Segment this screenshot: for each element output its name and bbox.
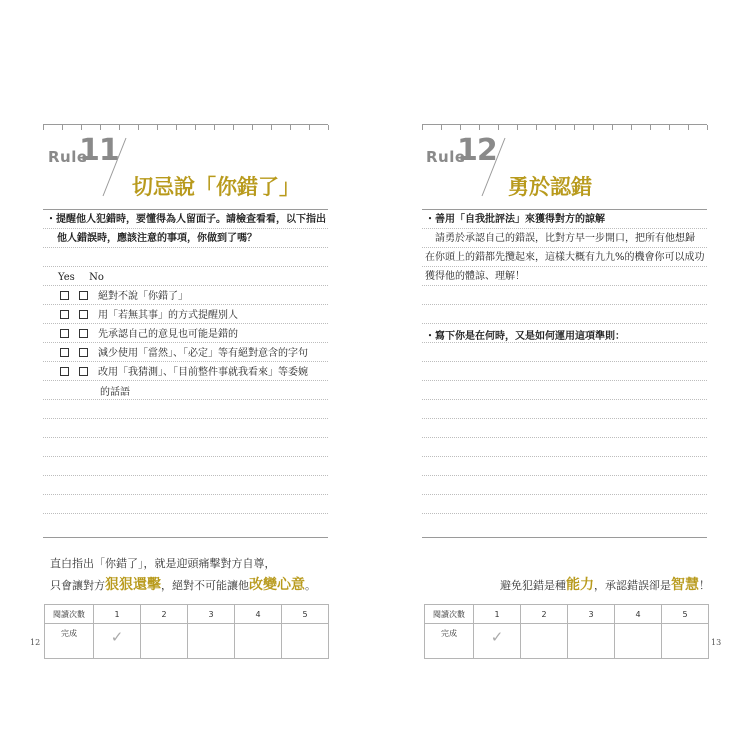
ruler-tick bbox=[650, 125, 651, 130]
ruler-tick bbox=[176, 125, 177, 130]
reading-column: 3 bbox=[568, 605, 615, 624]
ruler-tick bbox=[214, 125, 215, 130]
ruler-tick bbox=[62, 125, 63, 130]
done-cell[interactable] bbox=[188, 624, 235, 659]
ruler-tick bbox=[290, 125, 291, 130]
rule-number: 11 bbox=[79, 133, 119, 168]
ruler-tick bbox=[138, 125, 139, 130]
reading-table bbox=[44, 604, 329, 659]
checklist-item: 先承認自己的意見也可能是錯的 bbox=[60, 328, 238, 342]
done-cell[interactable] bbox=[615, 624, 662, 659]
checkmark-icon: ✓ bbox=[110, 628, 124, 646]
ruler-tick bbox=[100, 125, 101, 130]
prompt-line-1: ・提醒他人犯錯時，要懂得為人留面子。請檢查看看，以下指出 bbox=[46, 214, 326, 225]
top-ruler bbox=[422, 124, 707, 133]
page-number: 13 bbox=[711, 638, 722, 647]
page-title: 切忌說「你錯了」 bbox=[132, 175, 300, 199]
ruler-tick bbox=[81, 125, 82, 130]
done-cell[interactable] bbox=[568, 624, 615, 659]
reading-count-label: 閱讀次數 bbox=[425, 605, 474, 624]
reading-header-row bbox=[45, 605, 329, 624]
reading-column: 1 bbox=[474, 605, 521, 624]
ruler-tick bbox=[271, 125, 272, 130]
checklist-item: 改用「我猜測」、「目前整件事就我看來」等委婉 bbox=[60, 366, 308, 380]
quote-line: 避免犯錯是種能力，承認錯誤卻是智慧！ bbox=[500, 577, 710, 593]
ruler-tick bbox=[233, 125, 234, 130]
ruler-tick bbox=[688, 125, 689, 130]
slash-divider bbox=[479, 136, 509, 198]
ruler-tick bbox=[707, 125, 708, 130]
done-cell[interactable] bbox=[474, 624, 521, 659]
checklist-item: 減少使用「當然」、「必定」等有絕對意含的字句 bbox=[60, 347, 308, 361]
reading-column: 4 bbox=[615, 605, 662, 624]
ruler-tick bbox=[43, 125, 44, 130]
ruler-tick bbox=[309, 125, 310, 130]
highlight-text: 智慧 bbox=[671, 577, 699, 593]
checklist-item: 絕對不說「你錯了」 bbox=[60, 290, 188, 304]
done-cell[interactable] bbox=[235, 624, 282, 659]
ruler-tick bbox=[119, 125, 120, 130]
done-label: 完成 bbox=[425, 624, 474, 659]
ruler-tick bbox=[157, 125, 158, 130]
reading-header-row bbox=[425, 605, 709, 624]
right-page bbox=[375, 0, 750, 750]
ruler-tick bbox=[479, 125, 480, 130]
done-cell[interactable] bbox=[282, 624, 329, 659]
no-checkbox[interactable] bbox=[79, 367, 88, 376]
ruler-tick bbox=[328, 125, 329, 130]
body-line: 請勇於承認自己的錯誤，比對方早一步開口，把所有他想歸 bbox=[425, 233, 695, 244]
ruler-tick bbox=[669, 125, 670, 130]
checklist-item: 用「若無其事」的方式提醒別人 bbox=[60, 309, 238, 323]
yes-checkbox[interactable] bbox=[60, 329, 69, 338]
page-number: 12 bbox=[30, 638, 41, 647]
prompt-line: ・善用「自我批評法」來獲得對方的諒解 bbox=[425, 214, 605, 225]
top-ruler bbox=[43, 124, 328, 133]
rule-label: Rule bbox=[48, 148, 88, 166]
rule-number: 12 bbox=[457, 133, 497, 168]
ruler-tick bbox=[612, 125, 613, 130]
reading-column: 1 bbox=[94, 605, 141, 624]
ruler-tick bbox=[517, 125, 518, 130]
done-cell[interactable] bbox=[141, 624, 188, 659]
quote-line-2: 只會讓對方狠狠還擊，絕對不可能讓他改變心意。 bbox=[50, 577, 316, 593]
ruler-tick bbox=[195, 125, 196, 130]
ruler-tick bbox=[555, 125, 556, 130]
no-checkbox[interactable] bbox=[79, 310, 88, 319]
ruler-tick bbox=[422, 125, 423, 130]
ruler-tick bbox=[252, 125, 253, 130]
reading-column: 5 bbox=[662, 605, 709, 624]
yes-checkbox[interactable] bbox=[60, 291, 69, 300]
rule-label: Rule bbox=[426, 148, 466, 166]
done-label: 完成 bbox=[45, 624, 94, 659]
no-label: No bbox=[89, 272, 104, 283]
page-title: 勇於認錯 bbox=[508, 175, 592, 199]
quote-line-1: 直白指出「你錯了」，就是迎頭痛擊對方自尊， bbox=[50, 557, 276, 570]
reading-done-row bbox=[425, 624, 709, 659]
reading-column: 3 bbox=[188, 605, 235, 624]
yes-label: Yes bbox=[58, 272, 75, 283]
ruler-tick bbox=[593, 125, 594, 130]
reading-column: 2 bbox=[141, 605, 188, 624]
no-checkbox[interactable] bbox=[79, 348, 88, 357]
highlight-text: 能力 bbox=[566, 577, 594, 593]
done-cell[interactable] bbox=[94, 624, 141, 659]
no-checkbox[interactable] bbox=[79, 291, 88, 300]
ruler-tick bbox=[574, 125, 575, 130]
highlight-text: 狠狠還擊 bbox=[105, 577, 161, 593]
reading-table bbox=[424, 604, 709, 659]
reading-count-label: 閱讀次數 bbox=[45, 605, 94, 624]
yes-checkbox[interactable] bbox=[60, 367, 69, 376]
reading-column: 5 bbox=[282, 605, 329, 624]
yes-checkbox[interactable] bbox=[60, 310, 69, 319]
yes-checkbox[interactable] bbox=[60, 348, 69, 357]
no-checkbox[interactable] bbox=[79, 329, 88, 338]
ruler-tick bbox=[441, 125, 442, 130]
highlight-text: 改變心意 bbox=[249, 577, 305, 593]
checklist-item-continuation: 的話語 bbox=[100, 387, 130, 398]
reading-done-row bbox=[45, 624, 329, 659]
slash-divider bbox=[100, 136, 130, 198]
body-line: 獲得他的體諒、理解！ bbox=[425, 271, 525, 282]
reading-column: 2 bbox=[521, 605, 568, 624]
prompt-line-2: 他人錯誤時，應該注意的事項，你做到了嗎？ bbox=[57, 233, 257, 244]
ruler-tick bbox=[498, 125, 499, 130]
done-cell[interactable] bbox=[521, 624, 568, 659]
yes-no-header bbox=[58, 271, 104, 285]
reading-column: 4 bbox=[235, 605, 282, 624]
ruler-tick bbox=[536, 125, 537, 130]
ruler-tick bbox=[460, 125, 461, 130]
checkmark-icon: ✓ bbox=[490, 628, 504, 646]
second-prompt: ・寫下你是在何時，又是如何運用這項準則： bbox=[425, 331, 625, 342]
done-cell[interactable] bbox=[662, 624, 709, 659]
ruler-tick bbox=[631, 125, 632, 130]
body-line: 在你頭上的錯都先攬起來，這樣大概有九九%的機會你可以成功 bbox=[425, 252, 705, 263]
